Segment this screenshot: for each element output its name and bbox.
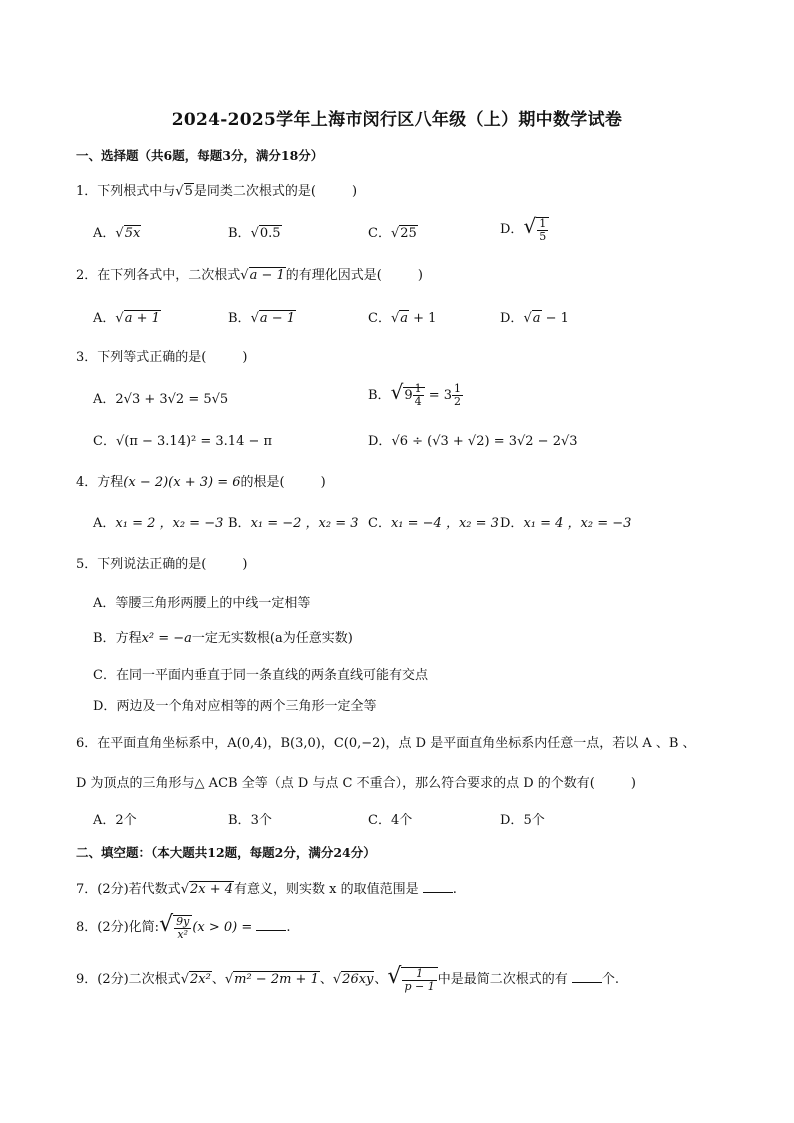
q4-option-d: D．x₁ = 4 ，x₂ = −3 [500,516,632,531]
q3-option-b: B．√9 $\frac{1}{4}$ = 3 $\frac{1}{2}$ [368,380,462,408]
question-1: 1．下列根式中与√5是同类二次根式的是( ) [76,184,358,199]
question-8: 8．(2分)化简:√ $\frac{9y}{\text{x²}}$ (x > 0) = . [76,912,291,941]
question-6-line-1: 6．在平面直角坐标系中，A(0,4)，B(3,0)，C(0,−2)，点 D 是平面直角坐标系内任意一点，若以 A 、B 、 [76,736,696,751]
question-9: 9．(2分)二次根式√2x²、√m² − 2m + 1、√26xy、√ $\frac{1}{p - 1}$ 中是最简二次根式的有 个. [76,964,619,993]
q4-option-c: C．x₁ = −4 ，x₂ = 3 [368,516,499,531]
q9-answer-blank [572,972,602,983]
question-5: 5．下列说法正确的是( ) [76,557,248,572]
q5-option-d: D．两边及一个角对应相等的两个三角形一定全等 [93,699,377,714]
q6-option-a: A．2个 [93,813,137,828]
q1-option-a: A．√5x [93,226,141,241]
question-6-line-2: D 为顶点的三角形与△ ACB 全等（点 D 与点 C 不重合），那么符合要求的点 D 的个数有( ) [76,776,636,791]
q4-option-a: A．x₁ = 2 ，x₂ = −3 [93,516,224,531]
q5-option-c: C．在同一平面内垂直于同一条直线的两条直线可能有交点 [93,668,428,683]
q3-option-d: D．√6 ÷ (√3 + √2) = 3√2 − 2√3 [368,434,578,449]
section-fill-heading: 二、填空题：（本大题共12题，每题2分，满分24分） [76,845,376,860]
q3-option-c: C．√(π − 3.14)² = 3.14 − π [93,434,273,449]
question-3: 3．下列等式正确的是( ) [76,350,248,365]
section-choice-heading: 一、选择题（共6题，每题3分，满分18分） [76,148,324,163]
q6-option-b: B．3个 [228,813,272,828]
q1-option-b: B．√0.5 [228,226,281,241]
q2-option-b: B．√a − 1 [228,311,296,326]
q6-option-c: C．4个 [368,813,413,828]
q8-answer-blank [256,920,286,931]
q5-option-b: B．方程x² = −a一定无实数根(a为任意实数) [93,631,353,646]
q1-option-c: C．√25 [368,226,417,241]
question-7: 7．(2分)若代数式√2x + 4有意义，则实数 x 的取值范围是 . [76,882,457,897]
q6-option-d: D．5个 [500,813,545,828]
q2-option-d: D．√a − 1 [500,311,569,326]
q3-option-a: A．2√3 + 3√2 = 5√5 [93,392,229,407]
q2-option-c: C．√a + 1 [368,311,437,326]
q2-option-a: A．√a + 1 [93,311,160,326]
q7-answer-blank [423,882,453,893]
page-title: 2024-2025学年上海市闵行区八年级（上）期中数学试卷 [171,110,623,130]
q5-option-a: A．等腰三角形两腰上的中线一定相等 [93,596,311,611]
question-4: 4．方程(x − 2)(x + 3) = 6的根是( ) [76,475,326,490]
q4-option-b: B．x₁ = −2 ，x₂ = 3 [228,516,359,531]
question-2: 2．在下列各式中，二次根式√a − 1的有理化因式是( ) [76,268,423,283]
q1-option-d: D．√ $\frac{1}{5}$ [500,214,549,243]
